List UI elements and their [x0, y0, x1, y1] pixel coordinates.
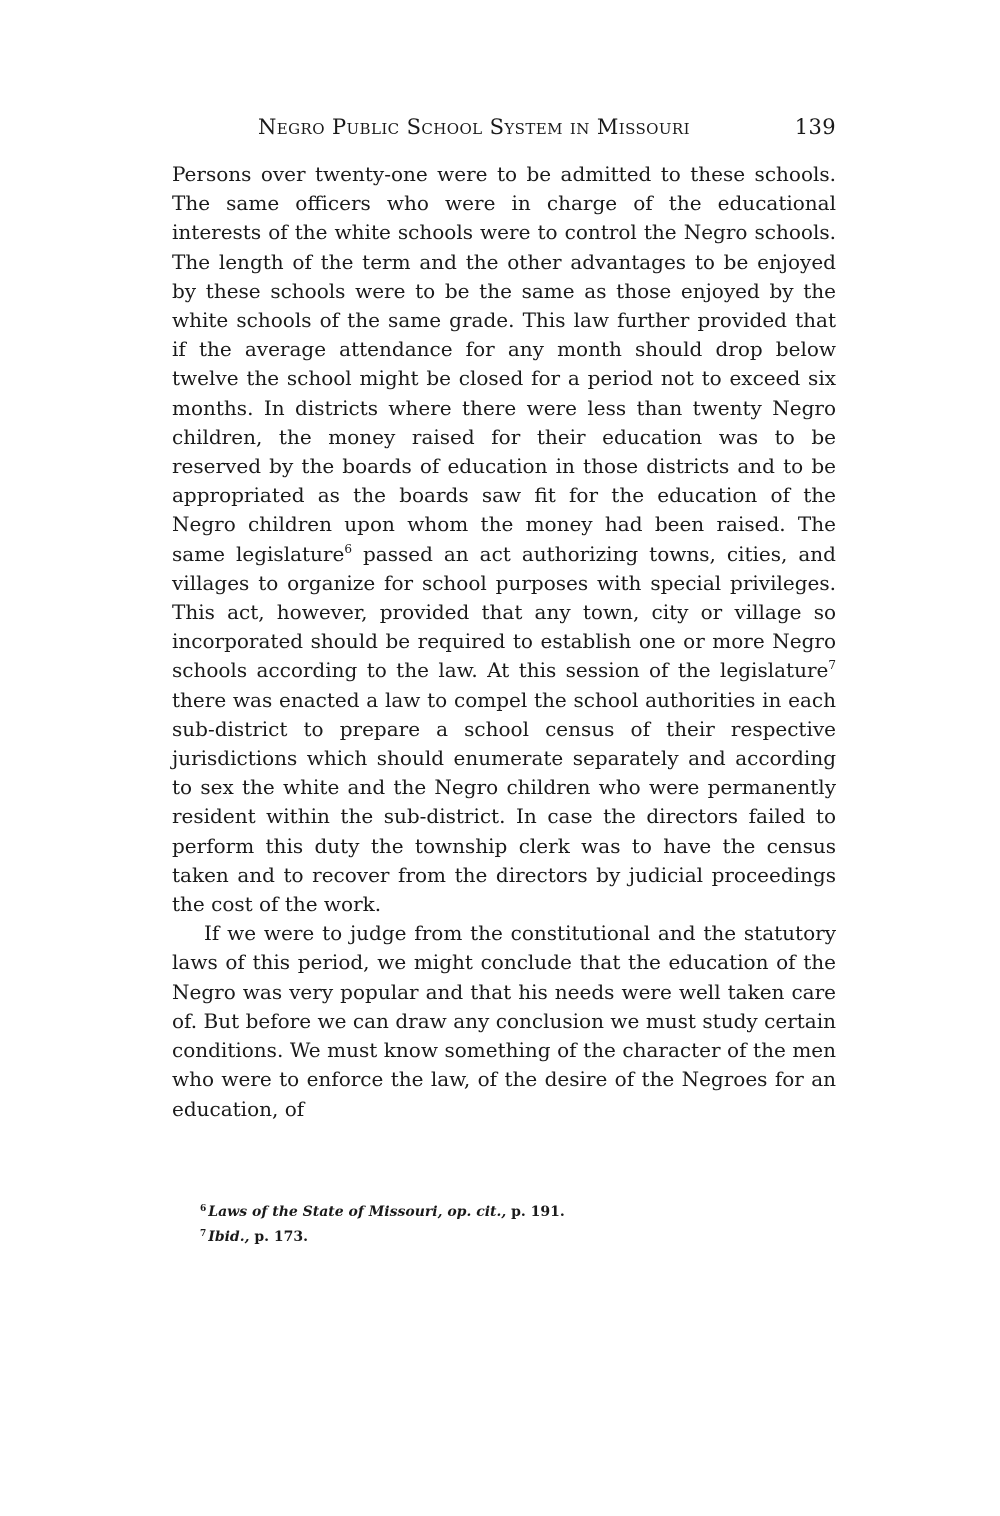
paragraph-text: If we were to judge from the constitutional and the statutory laws of this period, we might conclude that the education of the Negro was very popular and that his needs were well taken care of. But before we can draw any conclusion we must study certain conditions. We must know something of the character of the men who were to enforce the law, of the desire of the Negroes for an education, of — [172, 921, 836, 1121]
footnotes — [200, 1198, 840, 1248]
running-title: Negro Public School System in Missouri — [258, 115, 690, 139]
footnote-marker: 7 — [200, 1229, 207, 1239]
paragraph — [172, 919, 836, 1123]
running-header — [258, 112, 836, 142]
paragraph-text: Persons over twenty-one were to be admitted to these schools. The same officers who were in charge of the educational interests of the white schools were to control the Negro schools. The length of the term and the other advantages to be enjoyed by these schools were to be the same as those enjoyed by the white schools of the same grade. This law further provided that if the average attendance for any month should drop below twelve the school might be closed for a period not to exceed six months. In districts where there were less than twenty Negro children, the money raised for their education was to be reserved by the boards of education in those districts and to be appropriated as the boards saw fit for the education of the Negro children upon whom the money had been raised. The same legislature — [172, 162, 836, 566]
paragraph-text: there was enacted a law to compel the school authorities in each sub-district to prepare a school census of their respective jurisdictions which should enumerate separately and according to sex the white and the Negro children who were permanently resident within the sub-district. In case the directors failed to perform this duty the township clerk was to have the census taken and to recover from the directors by judicial proceedings the cost of the work. — [172, 687, 836, 917]
body-text — [172, 160, 836, 1124]
footnote-page: p. 173. — [249, 1229, 308, 1245]
paragraph-text: passed an act authorizing towns, cities, and villages to organize for school purposes with special privileges. This act, however, provided that any town, city or village so incorporated should be required to establish one or more Negro schools according to the law. At this session of the legislature — [172, 541, 836, 683]
footnote — [200, 1198, 840, 1223]
footnote-citation: Laws of the State of Missouri, op. cit., — [208, 1204, 507, 1220]
footnote — [200, 1223, 840, 1248]
footnote-ref: 6 — [344, 541, 352, 556]
paragraph — [172, 160, 836, 919]
footnote-ref: 7 — [828, 658, 836, 673]
footnote-marker: 6 — [200, 1204, 207, 1214]
page-number: 139 — [794, 115, 836, 139]
footnote-citation: Ibid., — [208, 1229, 250, 1245]
footnote-page: p. 191. — [506, 1204, 565, 1220]
